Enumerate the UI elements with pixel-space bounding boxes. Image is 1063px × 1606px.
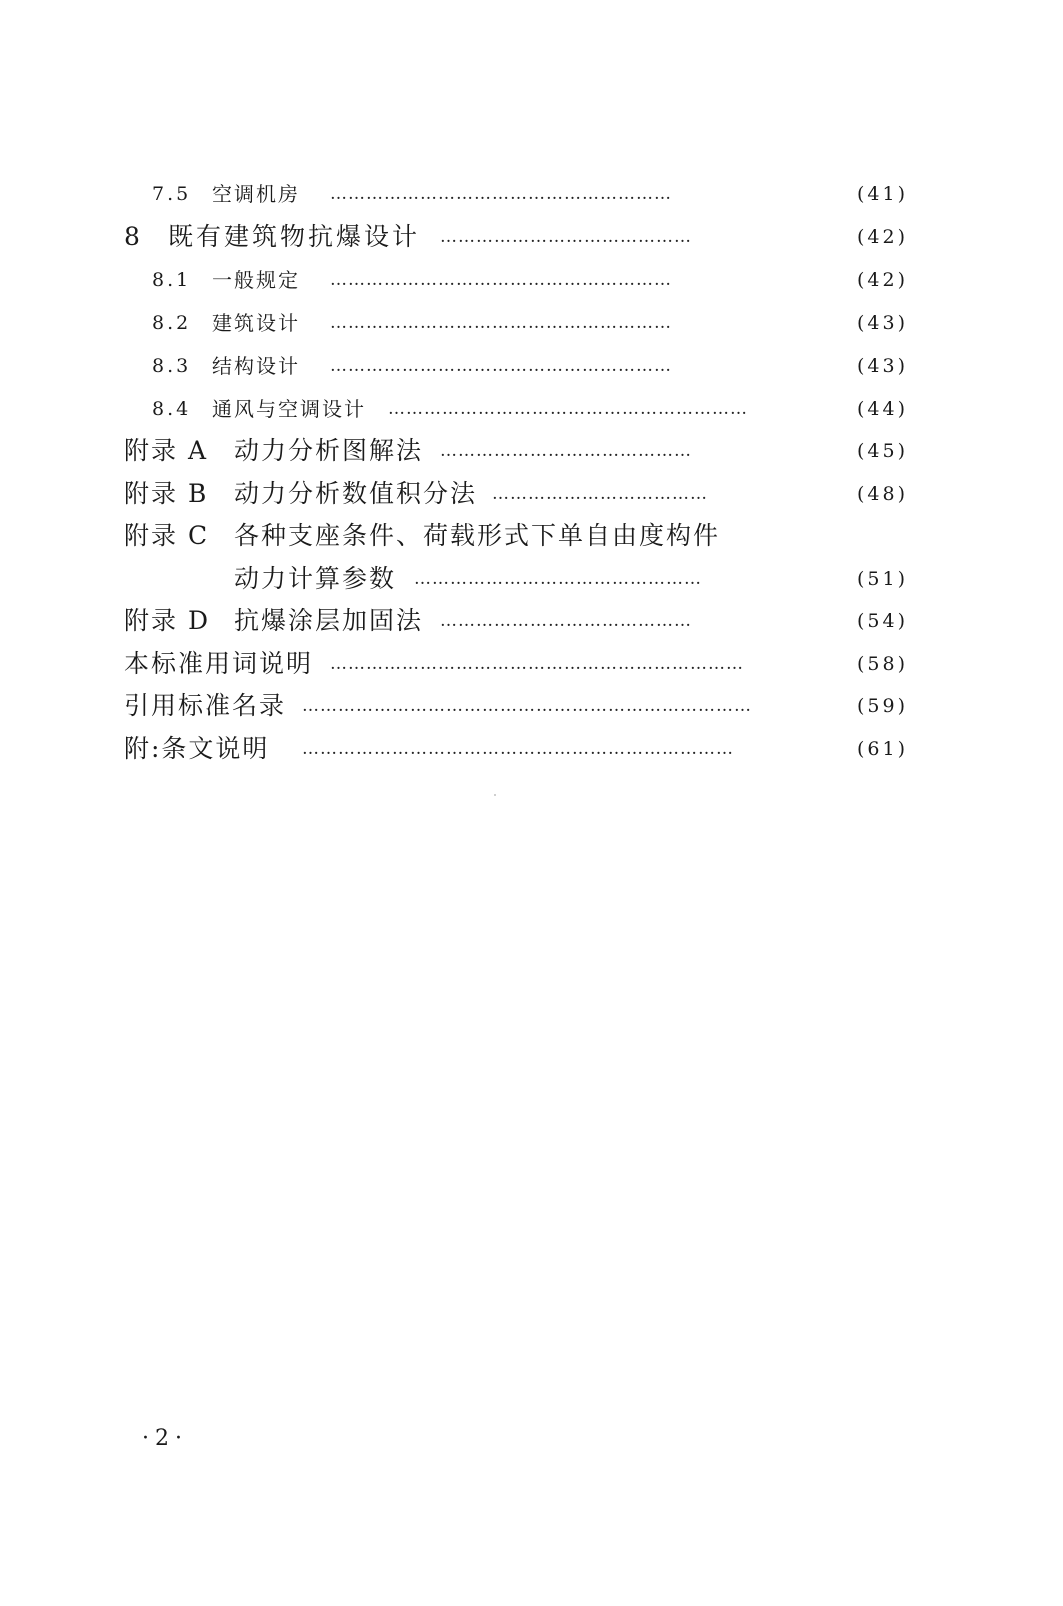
chapter-number: 8	[124, 222, 140, 251]
page-number: (59)	[856, 695, 908, 717]
dot-leader: …………………………………………………	[330, 270, 672, 290]
toc-entry-wording-explanation[interactable]	[0, 647, 1063, 681]
dot-leader: ……………………………………	[440, 611, 692, 631]
section-title: 建筑设计	[212, 311, 300, 335]
dot-leader: …………………………………………	[414, 569, 702, 589]
page-number: (54)	[856, 610, 908, 632]
section-number: 8.4	[152, 398, 192, 420]
page-number: (42)	[856, 269, 908, 291]
page-number: (51)	[856, 568, 908, 590]
toc-entry-appendix-b[interactable]	[0, 477, 1063, 511]
page-number: (61)	[856, 738, 908, 760]
dot-leader: ……………………………………………………	[388, 399, 748, 419]
dot-leader: …………………………………………………………………	[302, 696, 752, 716]
entry-title: 本标准用词说明	[124, 649, 314, 678]
dot-leader: ……………………………………	[440, 227, 692, 247]
toc-entry-7-5[interactable]	[0, 177, 1063, 211]
dot-leader: ……………………………………	[440, 441, 692, 461]
toc-entry-normative-references[interactable]	[0, 689, 1063, 723]
page-number: (43)	[856, 312, 908, 334]
appendix-title: 动力分析图解法	[234, 436, 424, 465]
section-number: 8.3	[152, 355, 192, 377]
scan-speck	[494, 794, 496, 796]
toc-entry-8-4[interactable]	[0, 392, 1063, 426]
page-number: (41)	[856, 183, 908, 205]
appendix-label: 附录 A	[124, 436, 209, 465]
page-number: (45)	[856, 440, 908, 462]
page-number: (44)	[856, 398, 908, 420]
toc-entry-8-3[interactable]	[0, 349, 1063, 383]
section-title: 通风与空调设计	[212, 397, 366, 421]
section-title: 空调机房	[212, 182, 300, 206]
toc-entry-appendix-d[interactable]	[0, 604, 1063, 638]
appendix-label: 附录 B	[124, 479, 209, 508]
appendix-title: 各种支座条件、荷载形式下单自由度构件	[234, 521, 721, 550]
appendix-label: 附录 C	[124, 521, 210, 550]
toc-entry-appendix-c[interactable]	[0, 519, 1063, 553]
entry-title: 引用标准名录	[124, 691, 287, 720]
toc-entry-commentary[interactable]	[0, 732, 1063, 766]
page-number: (58)	[856, 653, 908, 675]
page-number: (43)	[856, 355, 908, 377]
toc-entry-8-2[interactable]	[0, 306, 1063, 340]
section-number: 8.2	[152, 312, 192, 334]
appendix-title-continued: 动力计算参数	[234, 564, 397, 593]
toc-entry-appendix-a[interactable]	[0, 434, 1063, 468]
page-number: (48)	[856, 483, 908, 505]
toc-entry-appendix-c-continued[interactable]	[0, 562, 1063, 596]
section-title: 一般规定	[212, 268, 300, 292]
toc-entry-8[interactable]	[0, 220, 1063, 254]
dot-leader: ……………………………………………………………	[330, 654, 744, 674]
appendix-title: 抗爆涂层加固法	[234, 606, 424, 635]
toc-entry-8-1[interactable]	[0, 263, 1063, 297]
dot-leader: …………………………………………………	[330, 356, 672, 376]
appendix-label: 附录 D	[124, 606, 210, 635]
appendix-title: 动力分析数值积分法	[234, 479, 478, 508]
section-number: 7.5	[152, 183, 192, 205]
page-folio: ·2·	[142, 1426, 188, 1451]
page-number: (42)	[856, 226, 908, 248]
dot-leader: ………………………………………………………………	[302, 739, 734, 759]
dot-leader: …………………………………………………	[330, 313, 672, 333]
dot-leader: …………………………………………………	[330, 184, 672, 204]
dot-leader: ………………………………	[492, 484, 708, 504]
section-number: 8.1	[152, 269, 192, 291]
section-title: 结构设计	[212, 354, 300, 378]
chapter-title: 既有建筑物抗爆设计	[168, 222, 421, 251]
entry-title: 附:条文说明	[124, 734, 270, 763]
